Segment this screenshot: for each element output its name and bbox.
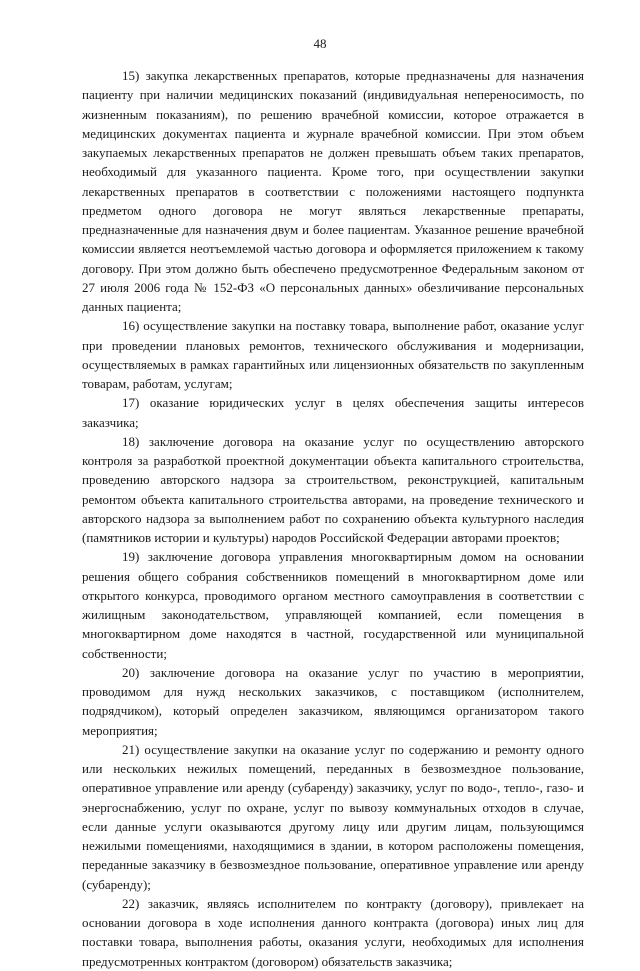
paragraph-item-20: 20) заключение договора на оказание услуг по участию в мероприятии, проводимом для нужд нескольких заказчиков, с поставщиком (исполнителем, подрядчиком), который определен заказчиком, являющимся организатором такого мероприятия; bbox=[82, 664, 584, 738]
paragraph-item-16: 16) осуществление закупки на поставку товара, выполнение работ, оказание услуг при проведении плановых ремонтов, технического обслуживания и модернизации, осуществляемых в рамках гарантийных или лицензионных обязательств по закупленным товарам, работам, услугам; bbox=[82, 318, 584, 391]
paragraph-item-15: 15) закупка лекарственных препаратов, которые предназначены для назначения пациенту при наличии медицинских показаний (индивидуальная непереносимость, по жизненным показаниям), по решению врачебной комиссии, которое отражается в медицинских документах пациента и журнале врачебной комиссии. При этом объем закупаемых лекарственных препаратов не должен превышать объем таких препаратов, необходимый для указанного пациента. Кроме того, при осуществлении закупки лекарственных препаратов в соответствии с положениями настоящего подпункта предметом одного договора не могут являться лекарственные препараты, предназначенные для назначения двум и более пациентам. Указанное решение врачебной комиссии является неотъемлемой частью договора и оформляется приложением к такому договору. При этом должно быть обеспечено предусмотренное Федеральным законом от 27 июля 2006 года № 152-ФЗ «О персональных данных» обезличивание персональных данных пациента; bbox=[82, 68, 584, 314]
document-body bbox=[82, 66, 584, 971]
paragraph-item-22: 22) заказчик, являясь исполнителем по контракту (договору), привлекает на основании договора в ходе исполнения данного контракта (договора) иных лиц для поставки товара, выполнения работы, оказания услуги, необходимых для исполнения предусмотренных контрактом (договором) обязательств заказчика; bbox=[82, 895, 584, 969]
paragraph-item-18: 18) заключение договора на оказание услуг по осуществлению авторского контроля за разработкой проектной документации объекта капитального строительства, проведению авторского надзора за строительством, реконструкцией, капитальным ремонтом объекта капитального строительства авторами, на проведение технического и авторского надзора за выполнением работ по сохранению объекта культурного наследия (памятников истории и культуры) народов Российской Федерации авторами проектов; bbox=[82, 433, 584, 545]
paragraph-item-19: 19) заключение договора управления многоквартирным домом на основании решения общего собрания собственников помещений в многоквартирном доме или открытого конкурса, проводимого органом местного самоуправления в соответствии с жилищным законодательством, управляющей компанией, если помещения в многоквартирном доме находятся в частной, государственной или муниципальной собственности; bbox=[82, 549, 584, 661]
paragraph-item-21: 21) осуществление закупки на оказание услуг по содержанию и ремонту одного или нескольких нежилых помещений, переданных в безвозмездное пользование, оперативное управление или аренду (субаренду) заказчику, услуг по водо-, тепло-, газо- и энергоснабжению, услуг по охране, услуг по вывозу коммунальных отходов в случае, если данные услуги оказываются другому лицу или другим лицам, пользующимся нежилыми помещениями, находящимися в здании, в котором расположены помещения, переданные заказчику в безвозмездное пользование, оперативное управление или аренду (субаренду); bbox=[82, 741, 584, 892]
paragraph-item-17: 17) оказание юридических услуг в целях обеспечения защиты интересов заказчика; bbox=[82, 395, 584, 430]
page-number: 48 bbox=[313, 36, 327, 51]
